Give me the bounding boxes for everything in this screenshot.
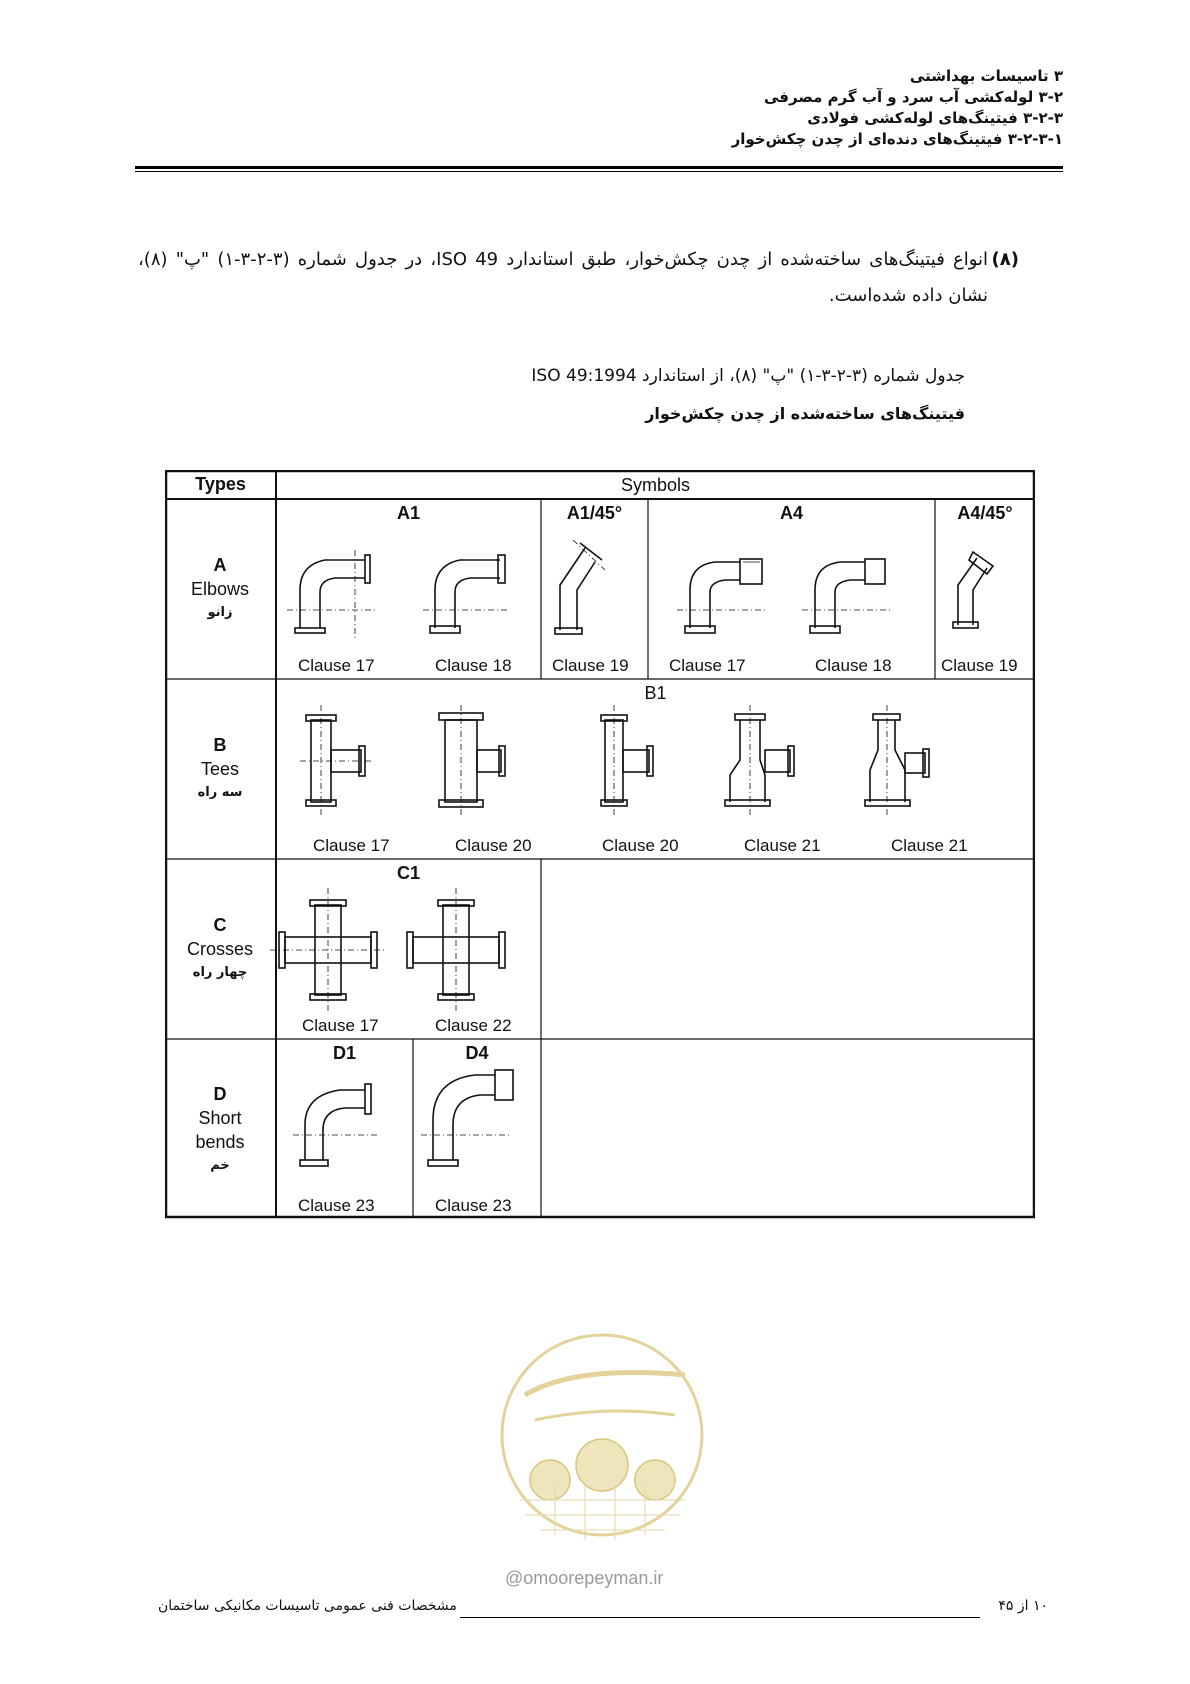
- page-header: [732, 66, 1063, 150]
- type-letter-d: D: [213, 1084, 227, 1104]
- elbow-a4-clause18-drawing: [802, 559, 893, 633]
- group-label-a1-45: A1/45°: [566, 503, 623, 523]
- type-letter-a: A: [213, 555, 227, 575]
- header-line-3: ۳-۲-۳ فیتینگ‌های لوله‌کشی فولادی: [807, 109, 1063, 127]
- type-name-fa-crosses: چهار راه: [192, 965, 248, 980]
- cross-clause17-drawing: [270, 888, 387, 1012]
- clause-label: Clause 19: [552, 656, 629, 675]
- clause-label: Clause 18: [435, 656, 512, 675]
- type-label-short-bends: [165, 1082, 275, 1178]
- group-label-a4: A4: [779, 503, 803, 523]
- fittings-table: [165, 470, 1035, 1220]
- group-label-a4-45: A4/45°: [957, 503, 1013, 523]
- type-name-crosses: Crosses: [186, 939, 253, 959]
- clause-label: Clause 21: [744, 836, 821, 855]
- header-line-2: ۳-۲ لوله‌کشی آب سرد و آب گرم مصرفی: [763, 88, 1063, 106]
- tee-clause20-drawing-2: [601, 705, 653, 815]
- type-letter-c: C: [213, 915, 227, 935]
- type-label-tees: [165, 733, 275, 805]
- type-label-crosses: [165, 913, 275, 985]
- header-rule-thick: [135, 166, 1063, 169]
- group-label-d4: D4: [465, 1043, 489, 1063]
- clause-label: Clause 18: [815, 656, 892, 675]
- clause-label: Clause 17: [298, 656, 375, 675]
- type-name-short: Short: [198, 1108, 242, 1128]
- elbow-a1-45-clause19-drawing: [555, 540, 605, 634]
- watermark-site: @omoorepeyman.ir: [505, 1568, 664, 1588]
- type-label-elbows: [165, 553, 275, 625]
- type-name-fa-elbows: زانو: [207, 605, 233, 620]
- clause-label: Clause 21: [891, 836, 968, 855]
- short-bend-d4-drawing: [421, 1070, 513, 1166]
- clause-label: Clause 20: [602, 836, 679, 855]
- table-caption-line-1: جدول شماره (۳-۲-۳-۱) "پ" (۸)، از استاندارد ISO 49:1994: [531, 366, 965, 386]
- tee-clause21-drawing-1: [725, 705, 794, 815]
- type-name-tees: Tees: [200, 759, 240, 779]
- watermark-logo-icon: [495, 1325, 710, 1565]
- type-name-fa-tees: سه راه: [197, 785, 243, 800]
- clause-label: Clause 17: [302, 1016, 379, 1035]
- short-bend-d1-drawing: [293, 1084, 377, 1166]
- elbow-a4-clause17-drawing: [677, 559, 767, 633]
- column-header-types: Types: [195, 474, 246, 494]
- footer-rule: [460, 1617, 980, 1618]
- tee-clause17-drawing: [300, 705, 373, 815]
- column-header-symbols: Symbols: [620, 475, 691, 495]
- page-number: ۱۰ از ۴۵: [998, 1598, 1048, 1614]
- paragraph-text: انواع فیتینگ‌های ساخته‌شده از چدن چکش‌خوار، طبق استاندارد ISO 49، در جدول شماره (۳-۲-۳-۱) "پ" (۸)، نشان داده شده‌است.: [138, 249, 989, 306]
- elbow-a4-45-clause19-drawing: [953, 552, 993, 628]
- elbow-a1-clause18-drawing: [423, 555, 510, 633]
- clause-label: Clause 20: [455, 836, 532, 855]
- header-line-4: ۳-۲-۳-۱ فیتینگ‌های دنده‌ای از چدن چکش‌خوار: [731, 130, 1063, 148]
- group-label-d1: D1: [332, 1043, 356, 1063]
- clause-label: Clause 17: [313, 836, 390, 855]
- cross-clause22-drawing: [407, 888, 505, 1012]
- clause-label: Clause 19: [941, 656, 1018, 675]
- header-line-1: ۳ تاسیسات بهداشتی: [909, 67, 1063, 85]
- type-name-fa-short-bends: خم: [210, 1158, 230, 1173]
- clause-label: Clause 23: [435, 1196, 512, 1215]
- header-rule-thin: [135, 171, 1063, 172]
- table-caption-line-2: فیتینگ‌های ساخته‌شده از چدن چکش‌خوار: [645, 404, 965, 423]
- type-name-bends: bends: [195, 1132, 245, 1152]
- clause-label: Clause 22: [435, 1016, 512, 1035]
- type-letter-b: B: [213, 735, 227, 755]
- type-name-elbows: Elbows: [190, 579, 250, 599]
- tee-clause21-drawing-2: [865, 705, 929, 815]
- group-label-c1: C1: [396, 863, 420, 883]
- elbow-a1-clause17-drawing: [287, 550, 377, 638]
- group-label-b1: B1: [644, 683, 667, 703]
- tee-clause20-drawing-1: [439, 705, 505, 815]
- footer-title: مشخصات فنی عمومی تاسیسات مکانیکی ساختمان: [158, 1598, 457, 1614]
- group-label-a1: A1: [396, 503, 420, 523]
- paragraph-number: (۸): [991, 249, 1019, 270]
- clause-label: Clause 17: [669, 656, 746, 675]
- clause-label: Clause 23: [298, 1196, 375, 1215]
